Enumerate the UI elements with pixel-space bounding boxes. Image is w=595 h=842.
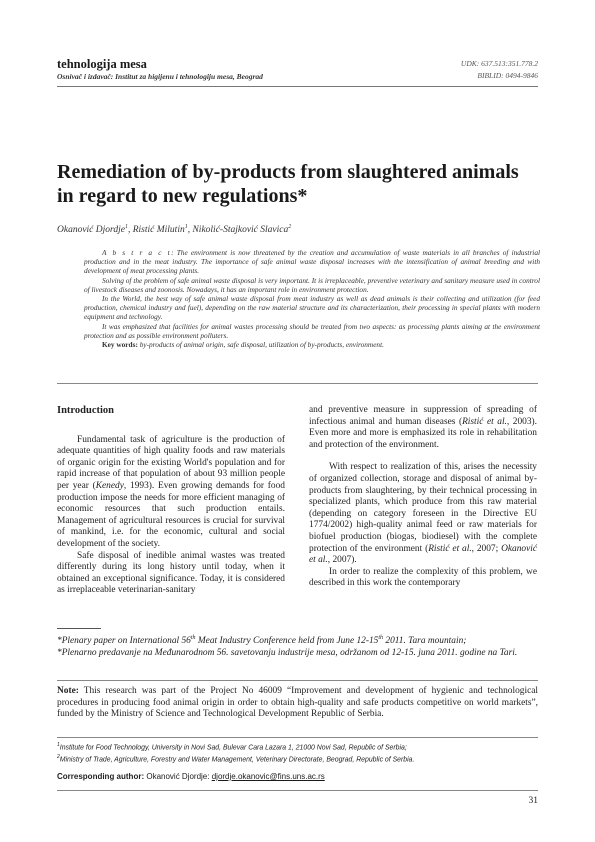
citation: Kenedy <box>95 480 124 491</box>
section-heading: Introduction <box>57 405 114 416</box>
author-affiliation-mark: 1 <box>184 224 188 230</box>
footnote-line: *Plenarno predavanje na Međunarodnom 56. savetovanju industrije mesa, održanom od 12-15. juna 2011. godine na Tari. <box>57 647 518 658</box>
bibid-code: BIBLID: 0494-9846 <box>477 71 538 80</box>
author-affiliation-mark: 1 <box>124 224 128 230</box>
footnote-line: *Plenary paper on International 56th Meat Industry Conference held from June 12-15th 2011. Tara mountain; <box>57 635 467 647</box>
author-name: Nikolić-Stajković Slavica <box>192 225 289 236</box>
header-divider <box>57 86 538 87</box>
corresponding-label: Corresponding author: <box>57 772 145 781</box>
affiliation-divider <box>57 737 538 738</box>
abstract-divider <box>57 383 538 384</box>
footnote-divider <box>57 628 101 629</box>
page-number: 31 <box>528 796 538 806</box>
udk-code: UDK: 637.513:351.778.2 <box>460 59 538 68</box>
body-column-left <box>57 405 285 597</box>
abstract-label: A b s t r a c t <box>102 248 172 257</box>
body-column-right <box>309 405 537 590</box>
body-paragraph: In order to realize the complexity of this problem, we described in this work the contemporary <box>309 566 537 589</box>
abstract-paragraph: It was emphasized that facilities for animal wastes processing should be treated from two aspects: as processing plants aiming at the environment protection and as possible environment polluters. <box>84 321 540 340</box>
body-paragraph: With respect to realization of this, arises the necessity of organized collection, storage and disposal of animal by-products from slaughtering, by their technical processing in specialized plants, which produce from this raw material (depending on category foreseen in the Directive EU 1774/2002) high-quality animal feed or raw materials for biofuel production (biogas, biodiesel) with the complete protection of the environment (Ristić et al., 2007; Okanović et al., 2007). <box>309 462 537 566</box>
author-affiliation-mark: 2 <box>288 224 292 230</box>
funding-note: Note: This research was part of the Project No 46009 “Improvement and development of hygienic and technological procedures in producing food animal origin in order to obtain high-quality and safe products competitive on world markets”, funded by the Ministry of Science and Technological Development Republic of Serbia. <box>57 686 538 720</box>
journal-publisher: Osnivač i izdavač: Institut za higijenu i tehnologiju mesa, Beograd <box>57 72 263 81</box>
note-label: Note: <box>57 686 79 696</box>
corresponding-author <box>57 772 325 781</box>
affiliation: $^2$Ministry of Trade, Agriculture, Forestry and Water Management, Veterinary Directorate, Beograd, Republic of Serbia. <box>57 753 415 763</box>
keywords-label: Key words: <box>102 340 138 350</box>
author-name: Okanović Djordje <box>57 225 125 236</box>
affiliations <box>57 741 538 764</box>
journal-name: tehnologija mesa <box>57 57 147 71</box>
note-divider <box>57 680 538 681</box>
body-paragraph: Safe disposal of inedible animal wastes was treated differently during its long history until today, when it obtained an exceptional significance. Today, it is considered as irreplaceable veterinarian-sanitary <box>57 550 285 596</box>
corresponding-name: Okanović Djordje: <box>146 772 210 781</box>
body-paragraph: Fundamental task of agriculture is the production of adequate quantities of high quality foods and raw materials of organic origin for the existing World's population and for rapid increase of that population of about 93 million people per year (Kenedy, 1993). Even growing demands for food production impose the needs for more efficient managing of economic resources that such production entails. Management of agricultural resources is crucial for survival of mankind, i.e. for the economic, cultural and social development of the society. <box>57 434 285 549</box>
paper-title: Remediation of by-products from slaughtered animals in regard to new regulations* <box>57 161 519 207</box>
abstract-paragraph: Solving of the problem of safe animal waste disposal is very important. It is irreplaceable, preventive veterinary and sanitary measure used in control of livestock diseases and zoonosis. Nowadays, it has an important role in environment protection. <box>84 275 540 294</box>
affiliation: $^1$Institute for Food Technology, University in Novi Sad, Bulevar Cara Lazara 1, 21000 Novi Sad, Republic of Serbia; <box>57 742 407 752</box>
citation: Ristić et al. <box>428 543 472 554</box>
citation: Okanović et al. <box>309 543 537 566</box>
keywords: Key words: by-products of animal origin, safe disposal, utilization of by-products, environment. <box>102 340 384 350</box>
email-link[interactable]: djordje.okanovic@fins.uns.ac.rs <box>211 772 325 781</box>
author-name: Ristić Milutin <box>132 225 185 236</box>
footer-divider <box>57 790 538 791</box>
citation: Ristić et al. <box>462 416 507 427</box>
footnote <box>57 633 538 659</box>
author-list: Okanović Djordje$^1$, Ristić Milutin$^1$, Nikolić-Stajković Slavica$^2$ <box>57 224 292 236</box>
abstract-paragraph: In the World, the best way of safe animal waste disposal from meat industry as well as dead animals is their collecting and utilization (for feed production, chemical industry and fuel), depending on the raw material structure and its characterization, their processing in special plants with modern equipment and technology. <box>84 294 540 322</box>
abstract-paragraph: A b s t r a c t: The environment is now threatened by the creation and accumulation of waste materials in all branches of industrial production and in the meat industry. The importance of safe animal waste disposal increases with the intensification of animal breeding and with development of meat processing plants. <box>84 248 540 276</box>
abstract <box>84 248 540 349</box>
body-paragraph: and preventive measure in suppression of spreading of infectious animal and human diseases (Ristić et al., 2003). Even more and more is emphasized its role in rehabilitation and protection of the environment. <box>309 405 537 450</box>
